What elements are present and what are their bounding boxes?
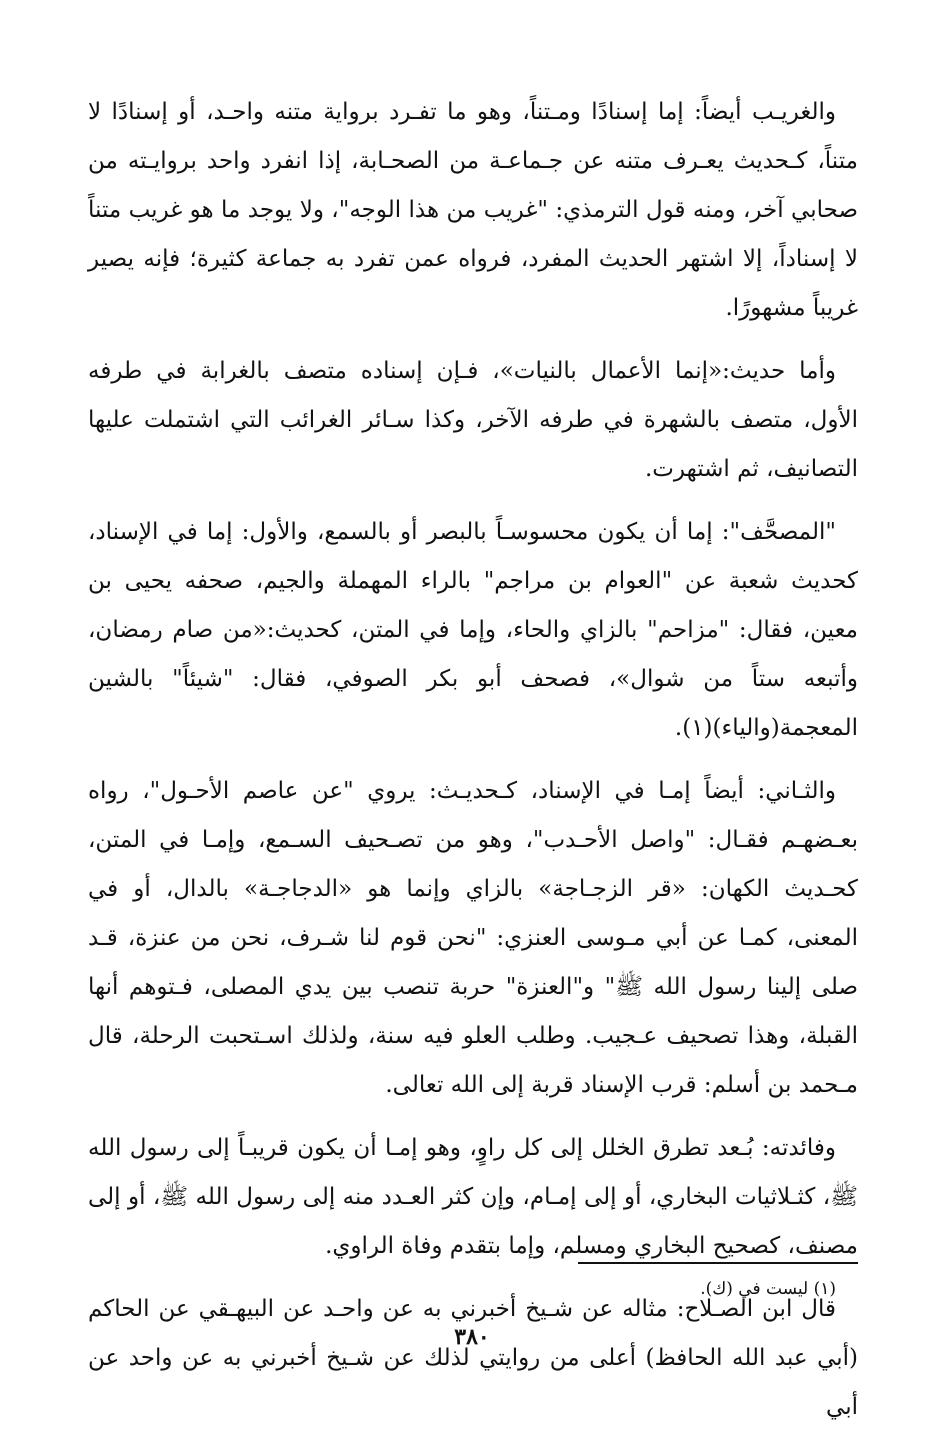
paragraph-second-type: والثـاني: أيضاً إمـا في الإسناد، كـحديـث: يروي "عن عاصم الأحـول"، رواه بعـضهـم فقـال: "واصل الأحـدب"، وهو من تصـحيف السـمع، وإمـا في المتن، كحـديث الكهان: «قر الزجـاجة» بالزاي وإنما هو «الدجاجـة» بالدال، أو في المعنى، كمـا عن أبي مـوسى العنزي: "نحن قوم لنا شـرف، نحن من عنزة، قـد صلى إلينا رسول الله ﷺ" و"العنزة" حربة تنصب بين يدي المصلى، فـتوهم أنها القبلة، وهذا تصحيف عـجيب. وطلب العلو فيه سنة، ولذلك اسـتحبت الرحلة، قال مـحمد بن أسلم: قرب الإسناد قربة إلى الله تعالى. (88, 778, 858, 1098)
page-body (88, 88, 858, 1446)
footnote: (١) ليست في (ك). (700, 1279, 836, 1299)
paragraph-benefit: وفائدته: بُـعد تطرق الخلل إلى كل راوٍ، وهو إمـا أن يكون قريبـاً إلى رسول الله ﷺ، كثـلاثيات البخاري، أو إلى إمـام، وإن كثر العـدد منه إلى رسول الله ﷺ، أو إلى مصنف، كصحيح البخاري ومسلم، وإما بتقدم وفاة الراوي. (88, 1135, 858, 1259)
paragraph-niyyat-hadith: وأما حديث:«إنما الأعمال بالنيات»، فـإن إسناده متصف بالغرابة في طرفه الأول، متصف بالشهرة في طرفه الآخر، وكذا سـائر الغرائب التي اشتملت عليها التصانيف، ثم اشتهرت. (88, 358, 858, 482)
page-number: ٣٨٠ (454, 1324, 490, 1350)
footnote-divider (578, 1262, 858, 1264)
paragraph-gharib: والغريـب أيضاً: إما إسنادًا ومـتناً، وهو ما تفـرد برواية متنه واحـد، أو إسنادًا لا متناً، كـحديث يعـرف متنه عن جـماعـة من الصحـابة، إذا انفرد واحد بروايـته من صحابي آخر، ومنه قول الترمذي: "غريب من هذا الوجه"، ولا يوجد ما هو غريب متناً لا إسناداً، إلا اشتهر الحديث المفرد، فرواه عمن تفرد به جماعة كثيرة؛ فإنه يصير غريباً مشهورًا. (88, 99, 858, 321)
paragraph-ibn-salah: قال ابن الصـلاح: مثاله عن شـيخ أخبرني به عن واحـد عن البيهـقي عن الحاكم (أبي عبد الله الحافظ) أعلى من روايتي لذلك عن شـيخ أخبرني به عن واحد عن أبي (88, 1296, 858, 1420)
paragraph-musahhaf: "المصحَّف": إما أن يكون محسوسـاً بالبصر أو بالسمع، والأول: إما في الإسناد، كحديث شعبة عن "العوام بن مراجم" بالراء المهملة والجيم، صحفه يحيى بن معين، فقال: "مزاحم" بالزاي والحاء، وإما في المتن، كحديث:«من صام رمضان، وأتبعه ستاً من شوال»، فصحف أبو بكر الصوفي، فقال: "شيئاً" بالشين المعجمة(والياء)(١). (88, 519, 858, 741)
